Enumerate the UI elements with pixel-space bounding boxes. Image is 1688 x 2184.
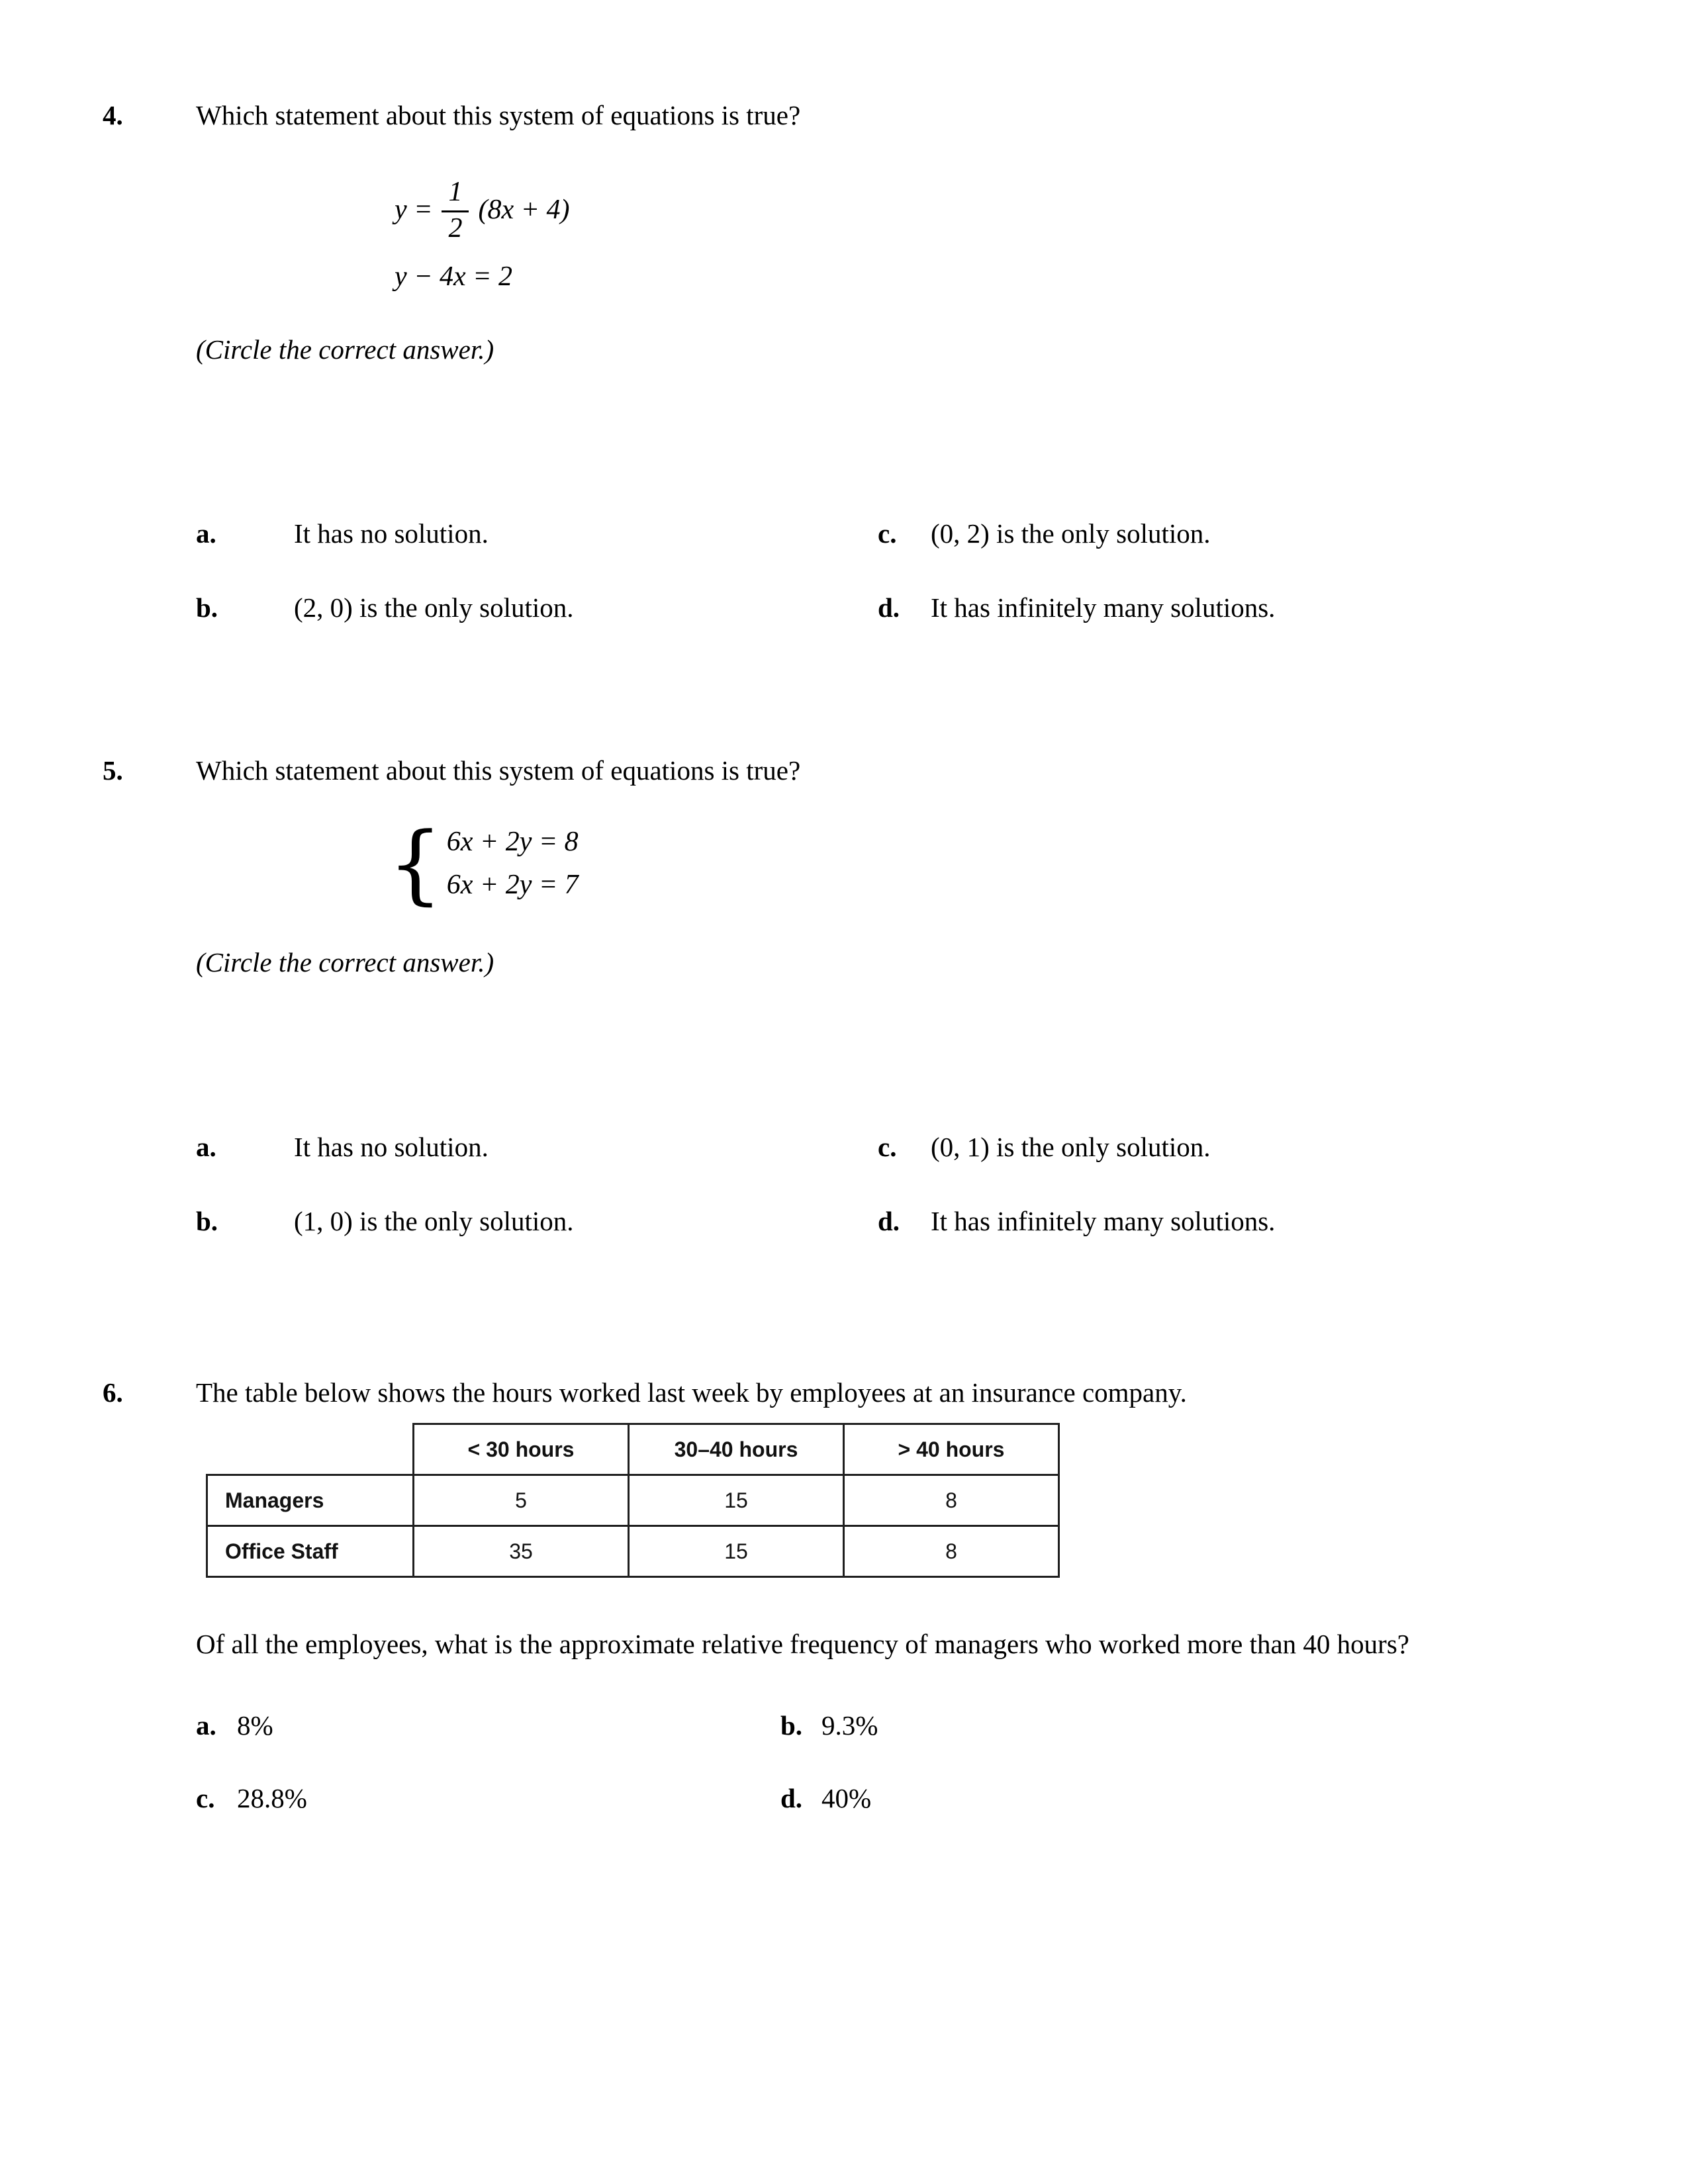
- question-5-answer-options: [196, 1131, 1592, 1238]
- table-cell: 5: [414, 1475, 629, 1526]
- option-letter: b.: [196, 1206, 218, 1237]
- row-label-office-staff: Office Staff: [207, 1526, 414, 1577]
- fraction-denominator: 2: [448, 212, 463, 244]
- option-text: It has infinitely many solutions.: [931, 592, 1276, 623]
- table-cell: 8: [844, 1475, 1059, 1526]
- column-header-30-40: 30–40 hours: [629, 1424, 844, 1475]
- fraction: [442, 177, 469, 244]
- table-cell: 15: [629, 1526, 844, 1577]
- option-text: It has no solution.: [294, 1131, 489, 1162]
- option-letter: b.: [780, 1709, 803, 1741]
- option-text: (2, 0) is the only solution.: [294, 592, 574, 623]
- question-4-option-d: [878, 592, 1592, 623]
- option-text: (1, 0) is the only solution.: [294, 1206, 574, 1237]
- column-header-under-30: < 30 hours: [414, 1424, 629, 1475]
- question-5-option-c: [878, 1131, 1592, 1163]
- question-4-equation-group: [395, 177, 1592, 293]
- fraction-numerator: 1: [442, 177, 469, 212]
- option-text: 9.3%: [821, 1709, 878, 1741]
- question-5-header: [103, 754, 1592, 786]
- question-4-header: [103, 99, 1592, 131]
- table-cell: 8: [844, 1526, 1059, 1577]
- question-4: [103, 99, 1592, 624]
- system-equation-1: 6x + 2y = 8: [446, 826, 579, 857]
- question-4-body: [196, 177, 1592, 623]
- option-letter: b.: [196, 592, 218, 623]
- question-6-answer-options: [196, 1709, 1592, 1815]
- column-header-over-40: > 40 hours: [844, 1424, 1059, 1475]
- system-equations: [447, 826, 579, 902]
- question-6-body: [196, 1423, 1592, 1814]
- option-letter: c.: [878, 518, 897, 549]
- question-4-equation-1: [395, 177, 1592, 244]
- option-letter: c.: [878, 1131, 897, 1162]
- option-letter: d.: [780, 1783, 803, 1814]
- question-5-option-b: [196, 1205, 878, 1237]
- table-cell: 15: [629, 1475, 844, 1526]
- question-6-option-a: [196, 1709, 780, 1741]
- question-4-number: 4.: [103, 100, 123, 130]
- question-5-body: [196, 813, 1592, 1237]
- question-6-option-b: [780, 1709, 1592, 1741]
- table-cell: 35: [414, 1526, 629, 1577]
- question-5-prompt: Which statement about this system of equations is true?: [196, 755, 801, 786]
- table-header-row: [207, 1424, 1059, 1475]
- question-6-intro: The table below shows the hours worked last week by employees at an insurance company.: [196, 1377, 1187, 1408]
- question-6: [103, 1377, 1592, 1815]
- question-6-header: [103, 1377, 1592, 1408]
- option-letter: a.: [196, 1709, 216, 1741]
- question-4-answer-options: [196, 518, 1592, 624]
- option-text: 40%: [821, 1783, 872, 1814]
- option-text: 8%: [237, 1709, 273, 1741]
- option-letter: d.: [878, 592, 900, 623]
- system-brace-icon: {: [388, 813, 443, 915]
- option-letter: a.: [196, 1131, 216, 1162]
- question-5-option-a: [196, 1131, 878, 1163]
- row-label-managers: Managers: [207, 1475, 414, 1526]
- table-row-office-staff: [207, 1526, 1059, 1577]
- hours-worked-table: [206, 1423, 1060, 1578]
- option-text: It has no solution.: [294, 518, 489, 549]
- question-4-option-c: [878, 518, 1592, 549]
- question-6-option-c: [196, 1782, 780, 1814]
- question-4-prompt: Which statement about this system of equations is true?: [196, 100, 801, 130]
- option-text: It has infinitely many solutions.: [931, 1206, 1276, 1237]
- option-letter: c.: [196, 1783, 215, 1814]
- option-letter: a.: [196, 518, 216, 549]
- question-5-circle-instruction: (Circle the correct answer.): [196, 947, 494, 978]
- option-text: 28.8%: [237, 1783, 307, 1814]
- system-equation-2: 6x + 2y = 7: [446, 870, 579, 901]
- equation-1-rhs: (8x + 4): [478, 195, 570, 226]
- question-5-option-d: [878, 1205, 1592, 1237]
- question-4-circle-instruction: (Circle the correct answer.): [196, 334, 494, 365]
- question-5-equation-system: [388, 813, 1592, 915]
- option-letter: d.: [878, 1206, 900, 1237]
- question-5-number: 5.: [103, 755, 123, 786]
- question-6-question-text: Of all the employees, what is the approximate relative frequency of managers who worked more than 40 hours?: [196, 1629, 1409, 1660]
- table-row-managers: [207, 1475, 1059, 1526]
- equation-1-lhs: y =: [395, 195, 433, 226]
- table-corner-cell: [207, 1424, 414, 1475]
- option-text: (0, 2) is the only solution.: [931, 518, 1211, 549]
- option-text: (0, 1) is the only solution.: [931, 1131, 1211, 1162]
- question-4-option-b: [196, 592, 878, 623]
- question-6-number: 6.: [103, 1377, 123, 1408]
- question-4-option-a: [196, 518, 878, 549]
- question-4-equation-2: y − 4x = 2: [395, 261, 512, 293]
- question-6-option-d: [780, 1782, 1592, 1814]
- question-5: [103, 754, 1592, 1238]
